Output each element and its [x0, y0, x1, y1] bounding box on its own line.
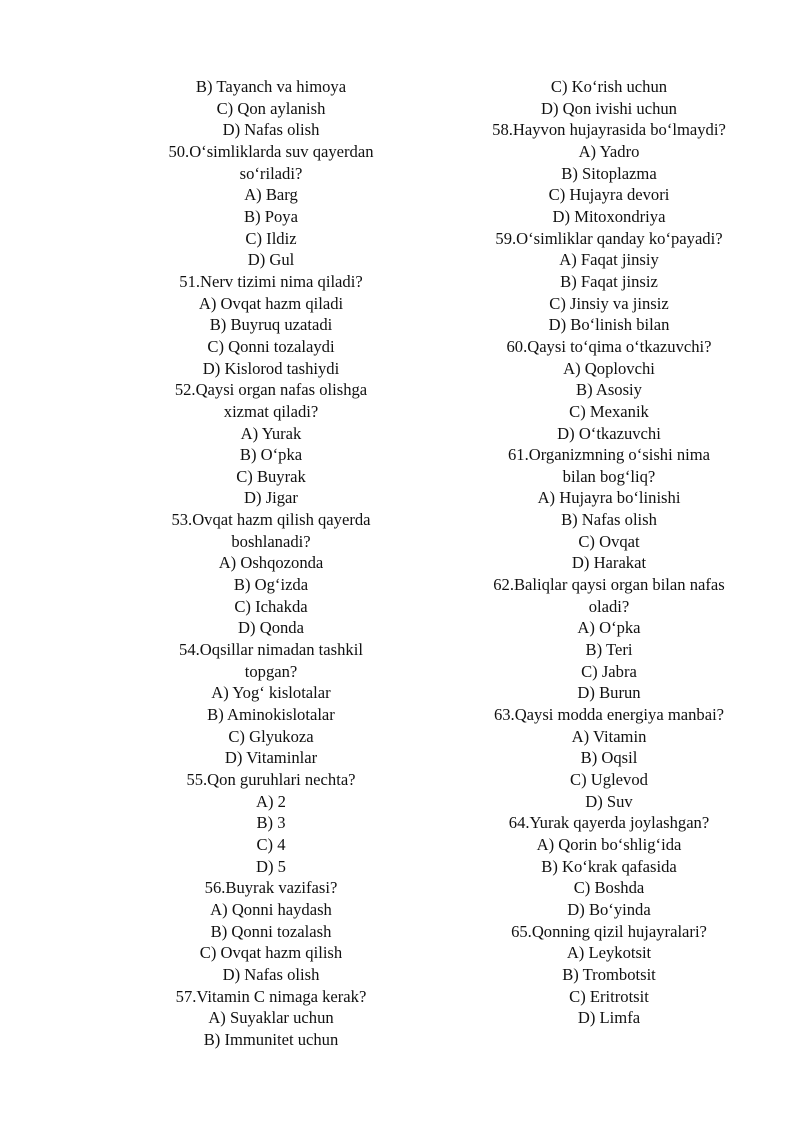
- text-line: B) Nafas olish: [561, 510, 657, 530]
- text-line: C) Boshda: [573, 878, 645, 898]
- text-line: B) Teri: [585, 640, 633, 660]
- text-line: B) Og‘izda: [233, 575, 309, 595]
- text-line: B) Asosiy: [576, 380, 642, 400]
- text-line: D) Bo‘yinda: [567, 899, 651, 919]
- text-line: 64.Yurak qayerda joylashgan?: [508, 813, 710, 833]
- text-line: A) Qoplovchi: [563, 358, 655, 378]
- text-line: A) 2: [256, 791, 286, 811]
- text-line: 52.Qaysi organ nafas olishga: [174, 380, 368, 400]
- text-line: topgan?: [244, 661, 298, 681]
- text-line: C) Ichakda: [234, 596, 308, 616]
- text-line: C) Buyrak: [236, 466, 306, 486]
- text-line: C) Eritrotsit: [569, 986, 649, 1006]
- text-line: so‘riladi?: [239, 163, 303, 183]
- text-line: A) Hujayra bo‘linishi: [537, 488, 681, 508]
- text-line: D) Qon ivishi uchun: [541, 98, 677, 118]
- text-line: A) Yadro: [578, 141, 640, 161]
- text-line: B) Immunitet uchun: [203, 1029, 339, 1049]
- text-line: oladi?: [588, 596, 630, 616]
- text-line: C) Ovqat hazm qilish: [199, 943, 343, 963]
- text-line: B) Trombotsit: [562, 964, 656, 984]
- text-line: C) Glyukoza: [228, 726, 314, 746]
- text-line: D) Suv: [585, 791, 633, 811]
- text-line: 53.Ovqat hazm qilish qayerda: [171, 510, 371, 530]
- text-line: 63.Qaysi modda energiya manbai?: [493, 705, 725, 725]
- text-line: 54.Oqsillar nimadan tashkil: [179, 640, 363, 660]
- text-line: xizmat qiladi?: [223, 401, 319, 421]
- text-line: B) Faqat jinsiz: [560, 271, 658, 291]
- text-line: A) Qorin bo‘shlig‘ida: [536, 834, 682, 854]
- text-line: D) Gul: [247, 250, 295, 270]
- text-line: D) Nafas olish: [222, 964, 320, 984]
- text-line: B) Ko‘krak qafasida: [541, 856, 677, 876]
- text-line: D) Limfa: [577, 1008, 641, 1028]
- text-line: D) Mitoxondriya: [552, 206, 666, 226]
- text-line: B) Aminokislotalar: [207, 705, 335, 725]
- text-line: 56.Buyrak vazifasi?: [204, 878, 338, 898]
- text-line: D) Bo‘linish bilan: [548, 315, 670, 335]
- text-line: 61.Organizmning o‘sishi nima: [507, 445, 711, 465]
- text-line: C) Qon aylanish: [216, 98, 326, 118]
- text-line: B) O‘pka: [239, 445, 303, 465]
- text-line: 51.Nerv tizimi nima qiladi?: [179, 271, 363, 291]
- text-line: D) Jigar: [244, 488, 298, 508]
- text-line: A) Vitamin: [571, 726, 647, 746]
- text-line: 60.Qaysi to‘qima o‘tkazuvchi?: [506, 336, 712, 356]
- text-line: 55.Qon guruhlari nechta?: [186, 770, 356, 789]
- text-line: B) Oqsil: [580, 748, 638, 768]
- text-line: D) Qonda: [238, 618, 304, 638]
- text-line: D) Burun: [577, 683, 641, 703]
- text-line: A) Faqat jinsiy: [559, 250, 659, 270]
- text-line: C) Jinsiy va jinsiz: [549, 293, 669, 313]
- text-line: C) Hujayra devori: [548, 185, 670, 205]
- text-line: 50.O‘simliklarda suv qayerdan: [168, 141, 374, 161]
- text-line: C) Ovqat: [578, 531, 640, 551]
- text-line: boshlanadi?: [231, 531, 311, 551]
- text-line: D) Vitaminlar: [224, 748, 318, 768]
- text-line: A) Oshqozonda: [218, 553, 324, 573]
- text-line: D) O‘tkazuvchi: [557, 423, 661, 443]
- text-line: B) Tayanch va himoya: [195, 77, 347, 96]
- text-line: D) Kislorod tashiydi: [202, 358, 340, 378]
- text-line: A) Leykotsit: [566, 943, 652, 963]
- right-column: [469, 76, 749, 1029]
- text-line: A) Suyaklar uchun: [208, 1008, 334, 1028]
- text-line: 59.O‘simliklar qanday ko‘payadi?: [495, 228, 723, 248]
- text-line: bilan bog‘liq?: [562, 466, 656, 486]
- text-line: A) O‘pka: [577, 618, 641, 638]
- text-line: B) 3: [256, 813, 286, 833]
- text-line: B) Buyruq uzatadi: [209, 315, 333, 335]
- text-line: C) 4: [256, 834, 286, 854]
- text-line: A) Yog‘ kislotalar: [211, 683, 331, 703]
- text-line: D) Harakat: [571, 553, 647, 573]
- text-line: B) Qonni tozalash: [210, 921, 332, 941]
- text-line: C) Jabra: [581, 661, 637, 681]
- text-line: C) Ildiz: [245, 228, 297, 248]
- text-line: C) Mexanik: [569, 401, 649, 421]
- text-line: 65.Qonning qizil hujayralari?: [511, 921, 707, 941]
- text-line: D) 5: [256, 856, 286, 876]
- text-line: A) Qonni haydash: [210, 899, 332, 919]
- text-line: B) Poya: [244, 206, 298, 226]
- text-line: B) Sitoplazma: [561, 163, 657, 183]
- text-line: A) Barg: [244, 185, 298, 205]
- text-line: C) Ko‘rish uchun: [550, 77, 668, 96]
- text-line: A) Ovqat hazm qiladi: [198, 293, 344, 313]
- text-line: D) Nafas olish: [222, 120, 320, 140]
- text-line: 62.Baliqlar qaysi organ bilan nafas: [493, 575, 725, 595]
- text-line: 57.Vitamin C nimaga kerak?: [175, 986, 367, 1006]
- text-line: 58.Hayvon hujayrasida bo‘lmaydi?: [492, 120, 726, 140]
- left-column: [131, 76, 411, 1051]
- text-line: C) Uglevod: [570, 770, 648, 789]
- text-line: A) Yurak: [240, 423, 302, 443]
- text-line: C) Qonni tozalaydi: [207, 336, 335, 356]
